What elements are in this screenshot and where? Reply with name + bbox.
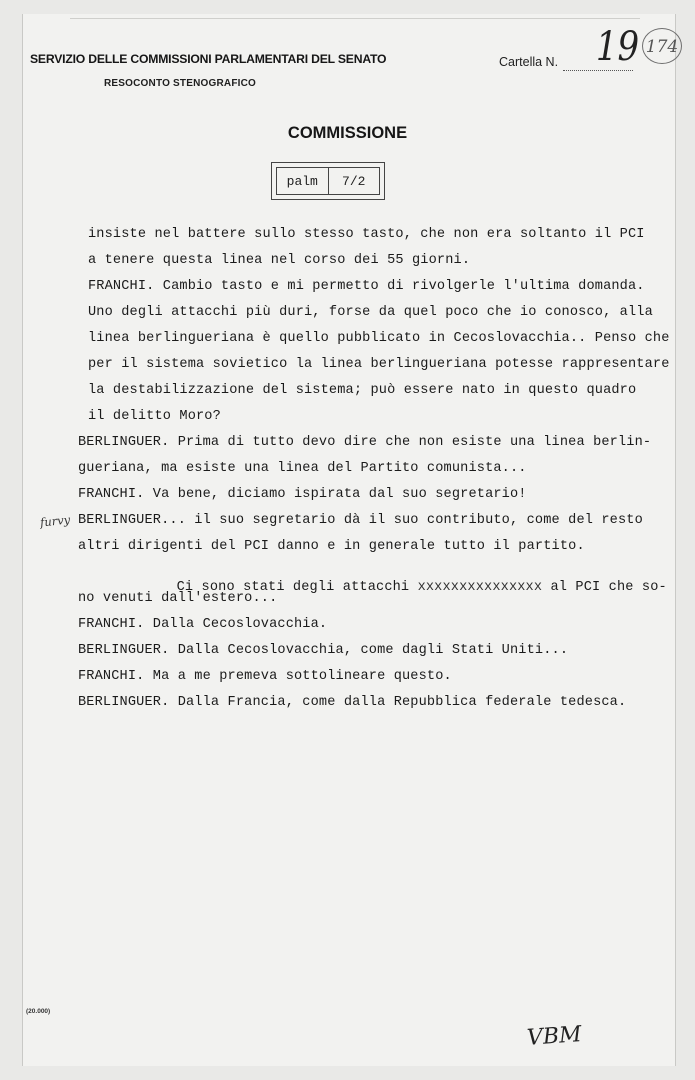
cartella-dotted-line xyxy=(563,70,633,71)
cartella-number: 19 xyxy=(595,24,640,70)
handwritten-margin-note: furvy xyxy=(39,512,71,530)
line-part-text: al PCI che so- xyxy=(550,580,667,595)
handwritten-initials: VBM xyxy=(526,1022,583,1051)
transcript-line: la destabilizzazione del sistema; può essere nato in questo quadro xyxy=(88,383,637,398)
transcript-line: FRANCHI. Ma a me premeva sottolineare questo. xyxy=(78,669,452,684)
struck-text: xxxxxxxxxxxxxxx xyxy=(417,580,543,595)
code-box xyxy=(271,162,385,200)
code-left: palm xyxy=(286,173,318,189)
transcript-line: no venuti dall'estero... xyxy=(78,591,278,606)
transcript-line: FRANCHI. Cambio tasto e mi permetto di rivolgerle l'ultima domanda. xyxy=(88,279,645,294)
transcript-line: Uno degli attacchi più duri, forse da quel poco che io conosco, alla xyxy=(88,305,653,320)
transcript-line: FRANCHI. Va bene, diciamo ispirata dal suo segretario! xyxy=(78,487,527,502)
printer-code: (20.000) xyxy=(26,1008,51,1015)
institution-heading: SERVIZIO DELLE COMMISSIONI PARLAMENTARI DEL SENATO xyxy=(30,52,387,66)
cartella-label: Cartella N. xyxy=(499,55,559,69)
code-box-inner xyxy=(276,167,380,195)
transcript-line: BERLINGUER... il suo segretario dà il suo contributo, come del resto xyxy=(78,513,643,528)
transcript-line: linea berlingueriana è quello pubblicato in Cecoslovacchia.. Penso che xyxy=(88,331,670,346)
report-subtitle: RESOCONTO STENOGRAFICO xyxy=(104,78,257,89)
transcript-line: gueriana, ma esiste una linea del Partito comunista... xyxy=(78,461,527,476)
transcript-line: a tenere questa linea nel corso dei 55 giorni. xyxy=(88,253,471,268)
transcript-line: BERLINGUER. Prima di tutto devo dire che non esiste una linea berlin- xyxy=(78,435,652,450)
commission-title: COMMISSIONE xyxy=(287,124,408,142)
transcript-line: BERLINGUER. Dalla Cecoslovacchia, come dagli Stati Uniti... xyxy=(78,643,569,658)
transcript-line: FRANCHI. Dalla Cecoslovacchia. xyxy=(78,617,328,632)
transcript-line: BERLINGUER. Dalla Francia, come dalla Repubblica federale tedesca. xyxy=(78,695,627,710)
transcript-line: insiste nel battere sullo stesso tasto, che non era soltanto il PCI xyxy=(88,227,645,242)
top-rule xyxy=(70,18,640,19)
transcript-line: altri dirigenti del PCI danno e in generale tutto il partito. xyxy=(78,539,585,554)
transcript-line: per il sistema sovietico la linea berlingueriana potesse rappresentare xyxy=(88,357,670,372)
page-stamp: 174 xyxy=(642,28,682,64)
transcript-line: il delitto Moro? xyxy=(88,409,221,424)
code-right: 7/2 xyxy=(328,168,380,194)
line-part-text: Ci sono stati degli attacchi xyxy=(176,580,410,595)
